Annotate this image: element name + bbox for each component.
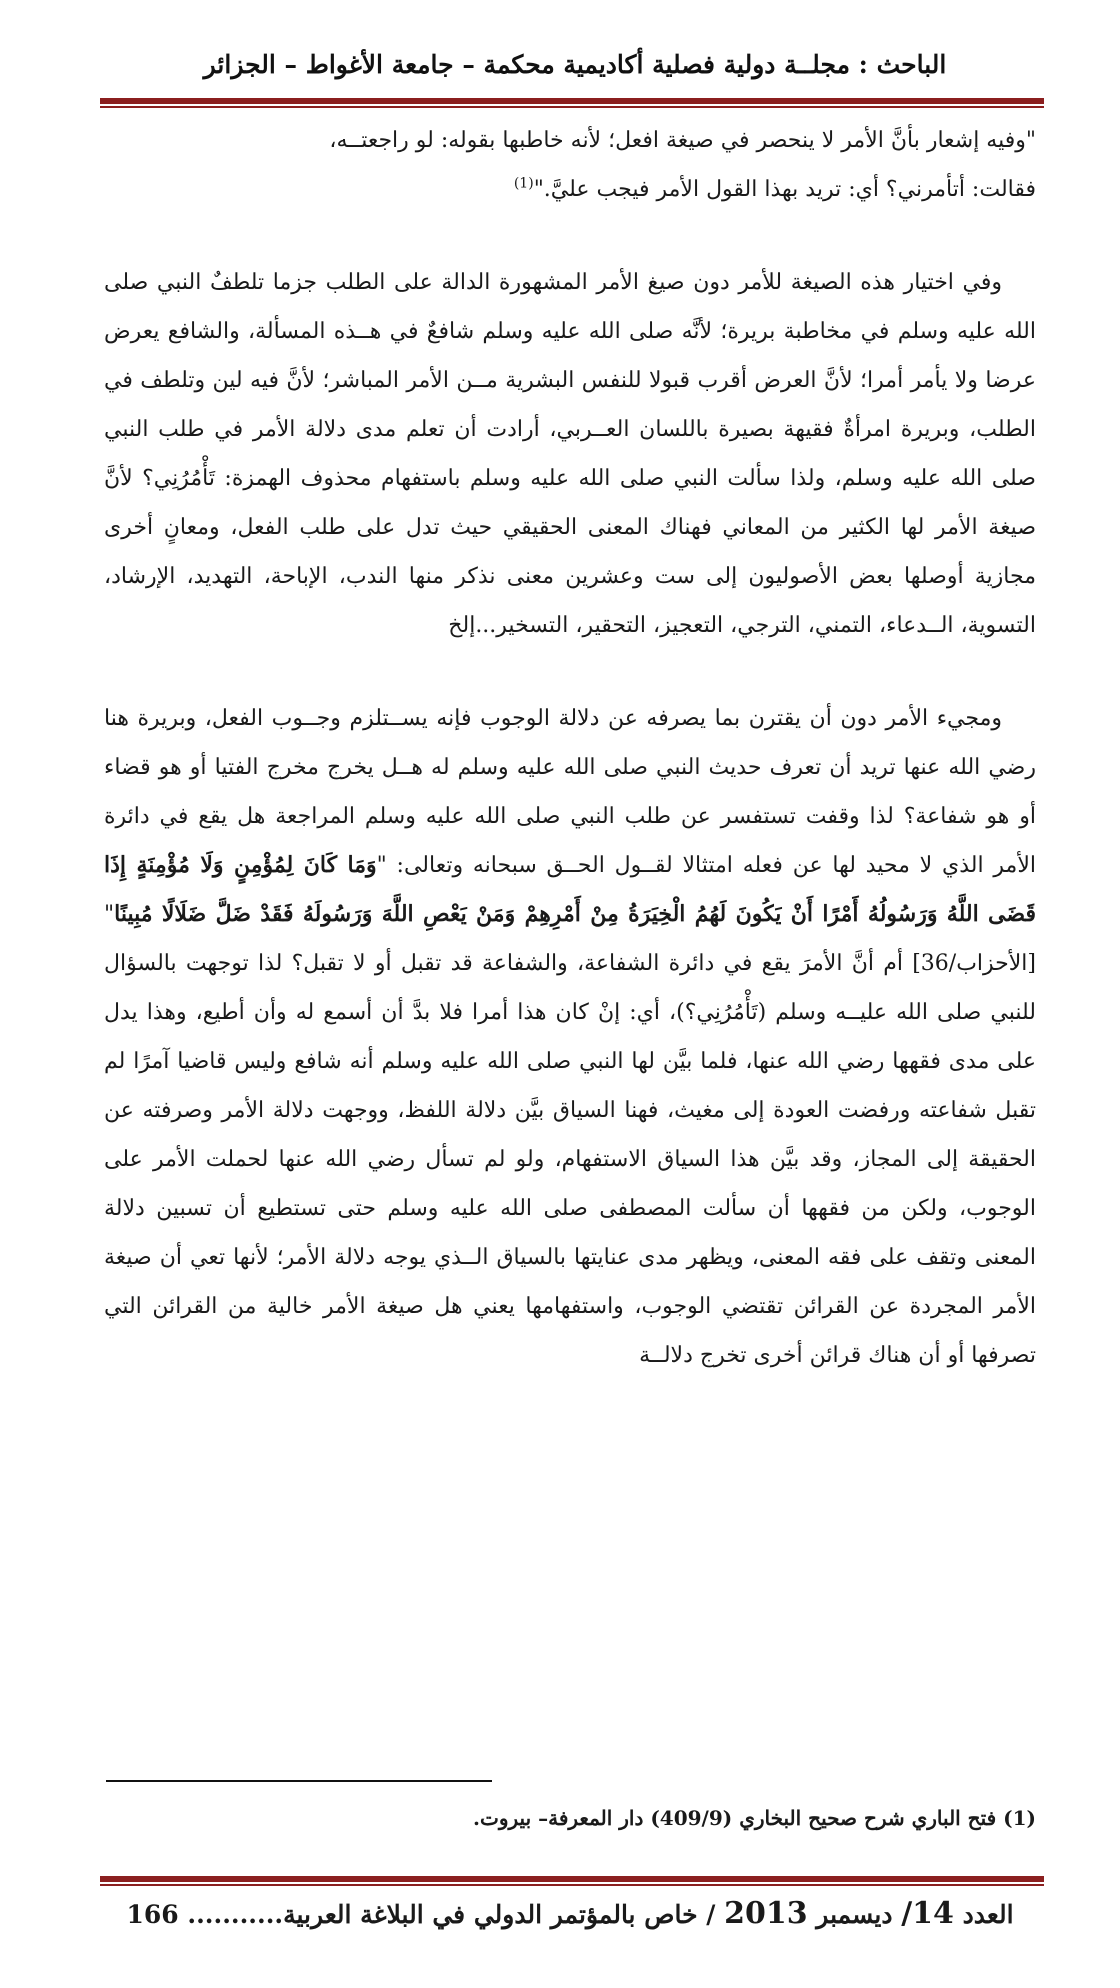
header-rule <box>100 98 1044 110</box>
footnote-reference: (1) <box>513 175 534 192</box>
body-text <box>104 116 1036 1380</box>
quote-line-1: "وفيه إشعار بأنَّ الأمر لا ينحصر في صيغة افعل؛ لأنه خاطبها بقوله: لو راجعتــه، <box>329 128 1036 153</box>
issue-description: / خاص بالمؤتمر الدولي في البلاغة العربية........... <box>187 1900 716 1929</box>
footer-rule <box>100 1876 1044 1888</box>
issue-year: 2013 <box>724 1896 808 1931</box>
header-rule-thin <box>100 106 1044 108</box>
header-rule-thick <box>100 98 1044 104</box>
running-footer <box>120 1896 1020 1931</box>
quran-verse: وَمَا كَانَ لِمُؤْمِنٍ وَلَا مُؤْمِنَةٍ إِذَا قَضَى اللَّهُ وَرَسُولُهُ أَمْرًا أَنْ يَكُونَ لَهُمُ الْخِيَرَةُ مِنْ أَمْرِهِمْ وَمَنْ يَعْصِ اللَّهَ وَرَسُولَهُ فَقَدْ ضَلَّ ضَلَالًا مُبِينًا <box>104 852 1036 927</box>
paragraph-1: وفي اختيار هذه الصيغة للأمر دون صيغ الأمر المشهورة الدالة على الطلب جزما تلطفٌ النبي صلى الله عليه وسلم في مخاطبة بريرة؛ لأنَّه صلى الله عليه وسلم شافعٌ في هــذه المسألة، والشافع يعرض عرضا ولا يأمر أمرا؛ لأنَّ العرض أقرب قبولا للنفس البشرية مــن الأمر المباشر؛ لأنَّ فيه لين وتلطف في الطلب، وبريرة امرأةٌ فقيهة بصيرة باللسان العــربي، أرادت أن تعلم مدى دلالة الأمر في طلب النبي صلى الله عليه وسلم، ولذا سألت النبي صلى الله عليه وسلم باستفهام محذوف الهمزة: تَأْمُرُنِي؟ لأنَّ صيغة الأمر لها الكثير من المعاني فهناك المعنى الحقيقي حيث تدل على طلب الفعل، ومعانٍ أخرى مجازية أوصلها بعض الأصوليون إلى ست وعشرين معنى نذكر منها الندب، الإباحة، التهديد، الإرشاد، التسوية، الــدعاء، التمني، الترجي، التعجيز، التحقير، التسخير...إلخ <box>104 270 1036 638</box>
paragraph-2-continuation: " [الأحزاب/36] أم أنَّ الأمرَ يقع في دائرة الشفاعة، والشفاعة قد تقبل أو لا تقبل؟ لذا توجهت بالسؤال للنبي صلى الله عليــه وسلم (تَأْمُرُنِي؟)، أي: إنْ كان هذا أمرا فلا بدَّ أن أسمع له وأن أطيع، وهذا يدل على مدى فقهها رضي الله عنها، فلما بيَّن لها النبي صلى الله عليه وسلم أنه شافع وليس قاضيا آمرًا لم تقبل شفاعته ورفضت العودة إلى مغيث، فهنا السياق بيَّن دلالة اللفظ، ووجهت دلالة الأمر وصرفته عن الحقيقة إلى المجاز، وقد بيَّن هذا السياق الاستفهام، ولو لم تسأل رضي الله عنها لحملت الأمر على الوجوب، ولكن من فقهها أن سألت المصطفى صلى الله عليه وسلم حتى تستطيع أن تسبين دلالة المعنى وتقف على فقه المعنى، ويظهر مدى عنايتها بالسياق الــذي يوجه دلالة الأمر؛ لأنها تعي أن صيغة الأمر المجردة عن القرائن تقتضي الوجوب، واستفهامها يعني هل صيغة الأمر خالية من القرائن التي تصرفها أو أن هناك قرائن أخرى تخرج دلالــة <box>104 902 1037 1368</box>
paragraph-gap <box>104 214 1036 258</box>
quote-line-2-text: فقالت: أتأمرني؟ أي: تريد بهذا القول الأمر فيجب عليَّ." <box>533 177 1036 202</box>
footnote-separator <box>106 1780 492 1782</box>
footer-rule-thick <box>100 1876 1044 1882</box>
issue-month: ديسمبر <box>816 1900 893 1929</box>
footer-rule-thin <box>100 1884 1044 1886</box>
paragraph-2-intro: ومجيء الأمر دون أن يقترن بما يصرفه عن دلالة الوجوب فإنه يســتلزم وجــوب الفعل، وبريرة هنا رضي الله عنها تريد أن تعرف حديث النبي صلى الله عليه وسلم له هــل يخرج مخرج الفتيا أو هو قضاء أو هو شفاعة؟ لذا وقفت تستفسر عن طلب النبي صلى الله عليه وسلم المراجعة هل يقع في دائرة الأمر الذي لا محيد لها عن فعله امتثالا لقــول الحــق سبحانه وتعالى: " <box>104 706 1036 878</box>
quote-line-2 <box>104 165 1036 214</box>
running-header: الباحث : مجلــة دولية فصلية أكاديمية محكمة – جامعة الأغواط – الجزائر <box>203 50 947 79</box>
paragraph-gap <box>104 650 1036 694</box>
issue-label: العدد <box>962 1900 1014 1929</box>
issue-number: 14/ <box>901 1896 954 1931</box>
paragraph-2 <box>104 694 1036 1380</box>
footnote: (1) فتح الباري شرح صحيح البخاري (409/9) دار المعرفة– بيروت. <box>473 1806 1036 1830</box>
page-number: 166 <box>126 1900 179 1929</box>
